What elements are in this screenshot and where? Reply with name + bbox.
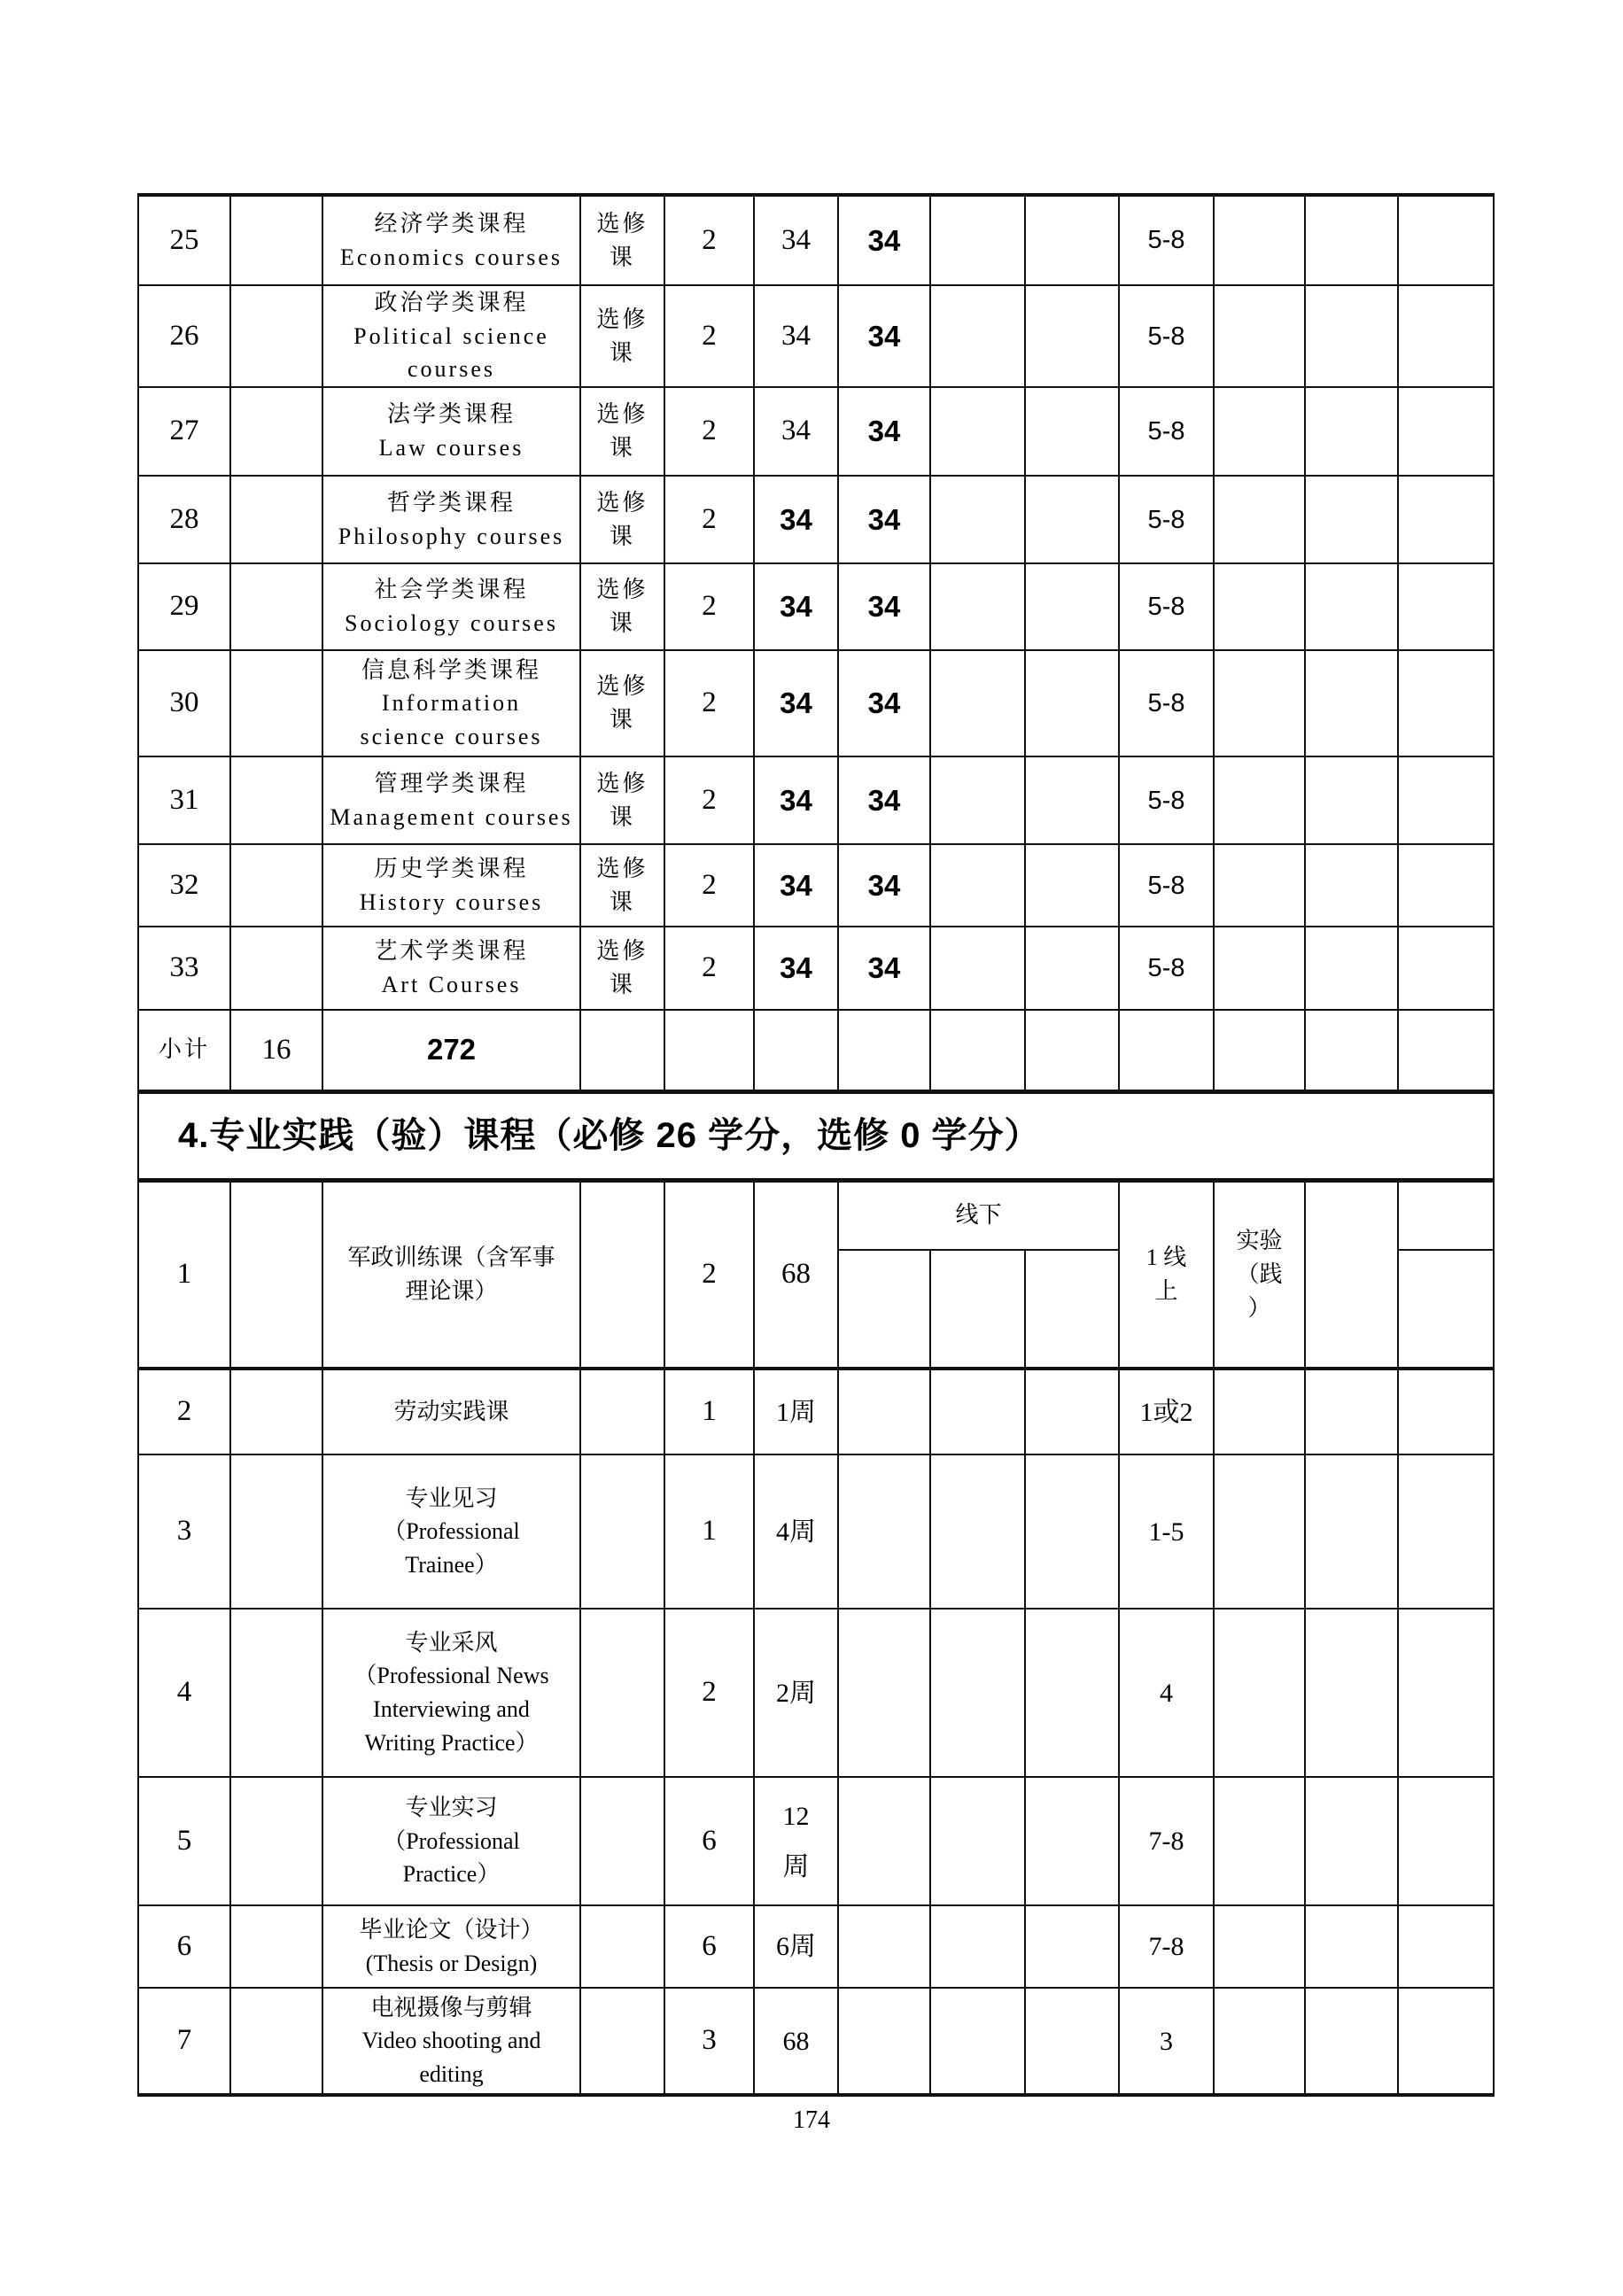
table-cell [1305,285,1398,387]
credits: 6 [664,1777,754,1905]
table-row [138,1609,1494,1777]
table-row [138,844,1494,927]
hours: 34 [754,927,838,1010]
credits: 2 [664,387,754,476]
course-name: 电视摄像与剪辑 Video shooting and editing [322,1988,580,2095]
table-cell [838,1369,930,1454]
table-cell [930,1905,1025,1988]
table-cell [1214,563,1305,650]
table-cell [1305,1369,1398,1454]
table-cell [930,1609,1025,1777]
table-row [138,387,1494,476]
hours: 34 [754,387,838,476]
table-cell [1398,285,1494,387]
table-cell [838,1250,930,1369]
curriculum-table-wrap [137,193,1495,2097]
table-row [138,476,1494,563]
table-cell [930,387,1025,476]
table-row [138,1180,1494,1250]
section-header: 4.专业实践（验）课程（必修 26 学分，选修 0 学分） [138,1091,1494,1180]
table-cell [930,844,1025,927]
table-cell [230,756,322,844]
table-cell [1398,927,1494,1010]
table-cell [1398,387,1494,476]
course-no: 29 [138,563,230,650]
hours-offline: 34 [838,563,930,650]
table-cell [1214,1777,1305,1905]
course-type: 选修 课 [580,476,664,563]
table-cell [1025,1250,1119,1369]
table-cell [1025,1369,1119,1454]
table-cell [580,1777,664,1905]
table-cell [1398,1010,1494,1091]
semester: 3 [1119,1988,1214,2095]
course-name: 政治学类课程 Political science courses [322,285,580,387]
credits: 2 [664,756,754,844]
hours-offline: 34 [838,756,930,844]
course-no: 26 [138,285,230,387]
course-type: 选修 课 [580,387,664,476]
course-no: 30 [138,650,230,756]
table-cell [838,1609,930,1777]
course-name: 毕业论文（设计） (Thesis or Design) [322,1905,580,1988]
curriculum-table-body [138,195,1494,2095]
table-row [138,927,1494,1010]
table-cell [1025,1988,1119,2095]
table-cell [1305,195,1398,285]
subtotal-credits: 16 [230,1010,322,1091]
course-name: 经济学类课程 Economics courses [322,195,580,285]
table-cell [1398,476,1494,563]
course-name: 哲学类课程 Philosophy courses [322,476,580,563]
table-cell [930,756,1025,844]
course-type: 选修 课 [580,285,664,387]
hours-offline: 34 [838,927,930,1010]
hours: 68 [754,1988,838,2095]
table-row [138,1091,1494,1180]
table-cell [1025,1777,1119,1905]
course-name: 法学类课程 Law courses [322,387,580,476]
table-row [138,563,1494,650]
hours-offline: 34 [838,476,930,563]
hours: 34 [754,650,838,756]
table-cell [1398,1180,1494,1250]
table-cell [1214,387,1305,476]
table-cell [1025,844,1119,927]
table-cell [1305,1988,1398,2095]
credits: 2 [664,195,754,285]
course-type: 选修 课 [580,844,664,927]
table-cell [1398,1609,1494,1777]
table-cell [230,1369,322,1454]
course-no: 7 [138,1988,230,2095]
table-cell [1025,1609,1119,1777]
hours: 34 [754,476,838,563]
course-type: 选修 课 [580,756,664,844]
course-name: 专业见习 （Professional Trainee） [322,1454,580,1609]
table-cell [1305,844,1398,927]
table-cell [1119,1010,1214,1091]
table-cell [1214,844,1305,927]
table-cell [1214,1369,1305,1454]
table-cell [1214,927,1305,1010]
credits: 2 [664,285,754,387]
course-no: 4 [138,1609,230,1777]
table-cell [1214,285,1305,387]
table-cell [230,387,322,476]
course-no: 1 [138,1180,230,1369]
table-cell [1214,650,1305,756]
hours-offline: 34 [838,195,930,285]
table-cell [1398,1454,1494,1609]
semester: 1或2 [1119,1369,1214,1454]
table-cell [230,1905,322,1988]
table-cell [1398,1369,1494,1454]
credits: 2 [664,650,754,756]
table-cell [1305,1010,1398,1091]
table-cell [930,1988,1025,2095]
semester: 5-8 [1119,476,1214,563]
table-cell [230,1609,322,1777]
table-cell [1214,1905,1305,1988]
table-cell [230,1454,322,1609]
course-name: 信息科学类课程 Information science courses [322,650,580,756]
table-cell [838,1454,930,1609]
page-number: 174 [793,2106,830,2134]
course-name: 艺术学类课程 Art Courses [322,927,580,1010]
table-row [138,1905,1494,1988]
table-cell [1214,756,1305,844]
credits: 1 [664,1369,754,1454]
table-row [138,1369,1494,1454]
table-cell [1025,1454,1119,1609]
hours: 6周 [754,1905,838,1988]
table-cell [1398,563,1494,650]
table-cell [1398,1905,1494,1988]
semester: 4 [1119,1609,1214,1777]
course-name: 专业采风 （Professional News Interviewing and Writing Practice） [322,1609,580,1777]
hours: 4周 [754,1454,838,1609]
course-no: 6 [138,1905,230,1988]
hours: 34 [754,285,838,387]
course-name: 历史学类课程 History courses [322,844,580,927]
table-cell [580,1988,664,2095]
table-cell [580,1010,664,1091]
table-cell [1398,1988,1494,2095]
credits: 2 [664,476,754,563]
course-no: 25 [138,195,230,285]
experiment-cell: 实验 （践 ） [1214,1180,1305,1369]
course-type: 选修 课 [580,195,664,285]
semester: 1-5 [1119,1454,1214,1609]
table-cell [230,476,322,563]
credits: 2 [664,1180,754,1369]
table-cell [1305,387,1398,476]
semester: 5-8 [1119,844,1214,927]
course-no: 27 [138,387,230,476]
hours-offline: 34 [838,844,930,927]
credits: 1 [664,1454,754,1609]
hours: 34 [754,844,838,927]
course-type: 选修 课 [580,650,664,756]
course-no: 31 [138,756,230,844]
subtotal-hours: 272 [322,1010,580,1091]
table-cell [230,563,322,650]
table-cell [930,1777,1025,1905]
table-cell [1025,927,1119,1010]
semester: 5-8 [1119,563,1214,650]
table-cell [1305,756,1398,844]
course-no: 3 [138,1454,230,1609]
hours: 1周 [754,1369,838,1454]
table-cell [1214,1988,1305,2095]
table-cell [1305,1905,1398,1988]
semester: 7-8 [1119,1905,1214,1988]
table-cell [1025,285,1119,387]
table-cell [1025,476,1119,563]
table-row [138,756,1494,844]
table-cell [1025,1905,1119,1988]
credits: 2 [664,563,754,650]
hours: 68 [754,1180,838,1369]
table-cell [930,476,1025,563]
hours-offline: 34 [838,387,930,476]
semester: 5-8 [1119,387,1214,476]
table-row [138,285,1494,387]
table-row [138,650,1494,756]
semester: 5-8 [1119,756,1214,844]
table-cell [230,844,322,927]
course-no: 2 [138,1369,230,1454]
credits: 2 [664,844,754,927]
table-cell [1398,1777,1494,1905]
table-cell [1214,476,1305,563]
course-no: 32 [138,844,230,927]
course-name: 专业实习 （Professional Practice） [322,1777,580,1905]
table-row [138,1988,1494,2095]
table-cell [580,1905,664,1988]
table-cell [1025,650,1119,756]
table-cell [230,1988,322,2095]
table-cell [754,1010,838,1091]
course-no: 28 [138,476,230,563]
table-row [138,1777,1494,1905]
hours: 2周 [754,1609,838,1777]
course-no: 5 [138,1777,230,1905]
table-cell [930,1369,1025,1454]
credits: 6 [664,1905,754,1988]
course-name: 社会学类课程 Sociology courses [322,563,580,650]
hours-offline: 34 [838,285,930,387]
table-cell [1305,1609,1398,1777]
table-cell [230,650,322,756]
course-name: 管理学类课程 Management courses [322,756,580,844]
curriculum-table [137,193,1495,2097]
table-cell [664,1010,754,1091]
credits: 2 [664,1609,754,1777]
table-cell [580,1609,664,1777]
table-cell [930,1010,1025,1091]
course-name: 劳动实践课 [322,1369,580,1454]
subtotal-label: 小计 [138,1010,230,1091]
credits: 2 [664,927,754,1010]
table-row [138,1454,1494,1609]
course-type: 选修 课 [580,563,664,650]
table-cell [930,1454,1025,1609]
table-cell [1305,927,1398,1010]
table-cell [1398,1250,1494,1369]
table-cell [1305,1777,1398,1905]
semester: 5-8 [1119,650,1214,756]
hours: 12 周 [754,1777,838,1905]
course-no: 33 [138,927,230,1010]
table-cell [230,1180,322,1369]
table-cell [1305,563,1398,650]
table-cell [1025,563,1119,650]
course-name: 军政训练课（含军事 理论课） [322,1180,580,1369]
table-cell [838,1010,930,1091]
course-type: 选修 课 [580,927,664,1010]
table-cell [838,1988,930,2095]
table-row [138,195,1494,285]
offline-label-cell: 线下 [838,1180,1119,1250]
table-cell [930,650,1025,756]
credits: 3 [664,1988,754,2095]
table-cell [1214,1010,1305,1091]
table-cell [1025,195,1119,285]
table-cell [1025,387,1119,476]
table-cell [580,1180,664,1369]
table-cell [580,1454,664,1609]
table-cell [1305,650,1398,756]
table-cell [1214,195,1305,285]
table-cell [838,1905,930,1988]
hours: 34 [754,195,838,285]
hours: 34 [754,563,838,650]
table-cell [930,1250,1025,1369]
table-row [138,1010,1494,1091]
table-cell [930,195,1025,285]
table-cell [1398,844,1494,927]
semester: 5-8 [1119,927,1214,1010]
table-cell [230,285,322,387]
table-cell [930,563,1025,650]
table-cell [1305,1454,1398,1609]
hours-offline: 34 [838,650,930,756]
online-cell: 1 线 上 [1119,1180,1214,1369]
table-cell [930,927,1025,1010]
table-cell [1398,195,1494,285]
table-cell [230,195,322,285]
table-cell [1025,1010,1119,1091]
table-cell [838,1777,930,1905]
table-cell [1398,756,1494,844]
semester: 5-8 [1119,285,1214,387]
semester: 5-8 [1119,195,1214,285]
table-cell [1025,756,1119,844]
table-cell [1214,1609,1305,1777]
table-cell [1305,476,1398,563]
table-cell [580,1369,664,1454]
semester: 7-8 [1119,1777,1214,1905]
table-cell [230,1777,322,1905]
hours: 34 [754,756,838,844]
table-cell [1214,1454,1305,1609]
table-cell [230,927,322,1010]
table-cell [930,285,1025,387]
table-cell [1398,650,1494,756]
table-cell [1305,1180,1398,1369]
